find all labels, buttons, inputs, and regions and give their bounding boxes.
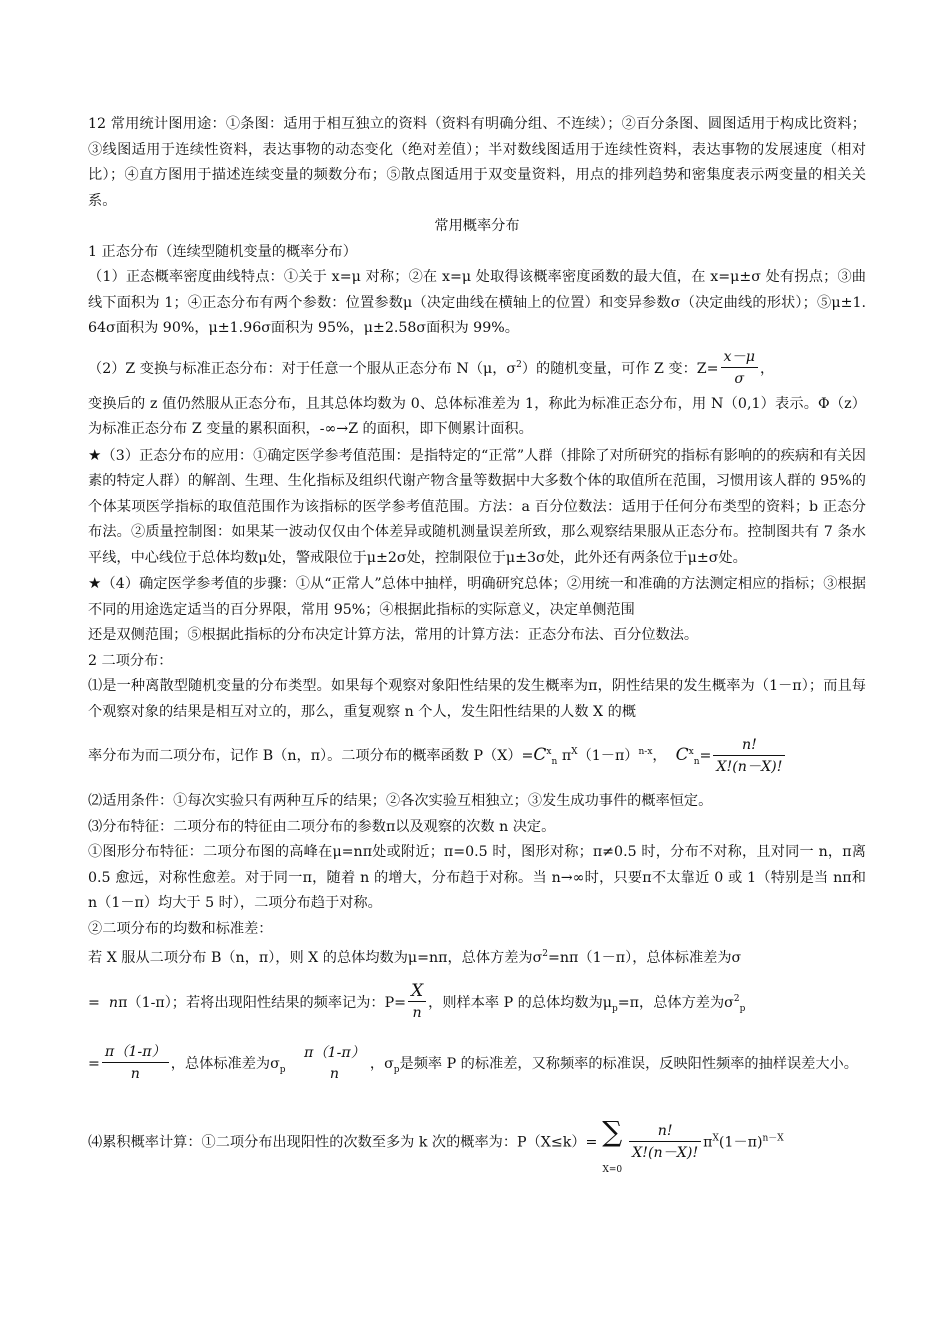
- heading-normal-distribution: 1 正态分布（连续型随机变量的概率分布）: [88, 243, 357, 260]
- subscript: n: [551, 757, 558, 767]
- text: =π，总体方差为σ: [617, 994, 734, 1011]
- document-page: [88, 112, 866, 1181]
- text: π: [561, 748, 572, 764]
- paragraph-binomial-mean: [88, 942, 866, 972]
- combination-symbol: C: [533, 745, 547, 765]
- text: =: [699, 748, 712, 764]
- paragraph-binomial-mean-sd-heading: ②二项分布的均数和标准差：: [88, 920, 273, 937]
- binomial-coefficient-fraction: [713, 735, 785, 778]
- paragraph-z-transform-cont: 变换后的 z 值仍然服从正态分布，且其总体均数为 0、总体标准差为 1，称此为标准正态分布，用 N（0,1）表示。Φ（z）为标准正态分布 Z 变量的累积面积，-∞→Z 的面积，即下侧累计面积。: [88, 395, 866, 437]
- frequency-fraction: [408, 981, 426, 1024]
- numerator: π（1-π）: [102, 1042, 169, 1063]
- paragraph-chart-uses: 12 常用统计图用途：①条图：适用于相互独立的资料（资料有明确分组、不连续）；②百分条图、圆图适用于构成比资料；③线图适用于连续性资料，表达事物的动态变化（绝对差值）；半对数线图适用于连续性资料，表达事物的发展速度（相对比）；④直方图用于描述连续变量的频数分布；⑤散点图适用于双变量资料，用点的排列趋势和密集度表示两变量的相关关系。: [88, 116, 866, 209]
- paragraph-cumulative-probability: [88, 1104, 866, 1181]
- text: =: [88, 1055, 100, 1072]
- superscript: n-x: [638, 747, 653, 757]
- paragraph-sample-variance: [88, 1036, 866, 1098]
- paragraph-binomial-def: ⑴是一种离散型随机变量的分布类型。如果每个观察对象阳性结果的发生概率为π，阴性结果的发生概率为（1－π）；而且每个观察对象的结果是相互对立的，那么，重复观察 n 个人，发生阳性结果的人数 X 的概: [88, 678, 866, 720]
- paragraph-reference-steps: [88, 571, 866, 623]
- superscript: x: [688, 747, 694, 757]
- text: 是频率 P 的标准差，又称频率的标准误，反映阳性频率的抽样误差大小。: [399, 1055, 858, 1072]
- paragraph-binomial-formula: [88, 725, 866, 789]
- text: n: [108, 994, 119, 1011]
- text: =: [88, 994, 100, 1011]
- section-title: 常用概率分布: [434, 218, 520, 234]
- star-icon: ★: [88, 574, 102, 592]
- superscript: 2: [733, 993, 740, 1004]
- text: 若 X 服从二项分布 B（n，π），则 X 的总体均数为μ=nπ，总体方差为σ: [88, 950, 543, 966]
- heading-binomial: 2 二项分布：: [88, 652, 173, 669]
- superscript: n－X: [762, 1133, 784, 1143]
- text: π: [703, 1134, 713, 1150]
- text: ⑷累积概率计算：①二项分布出现阳性的次数至多为 k 次的概率为：P（X≤k）=: [88, 1134, 598, 1150]
- numerator: n!: [713, 735, 785, 756]
- denominator: n: [412, 1005, 422, 1021]
- text: ）的随机变量，可作 Z 变：Z=: [521, 360, 719, 377]
- superscript: 2: [516, 359, 522, 370]
- numerator: x－μ: [721, 347, 758, 368]
- text: ，: [652, 748, 667, 764]
- superscript: x: [546, 747, 552, 757]
- paragraph-binomial-conditions: ⑵适用条件：①每次实验只有两种互斥的结果；②各次实验互相独立；③发生成功事件的概率恒定。: [88, 793, 713, 809]
- text: （4）确定医学参考值的步骤：①从“正常人”总体中抽样，明确研究总体；②用统一和准确的方法测定相应的指标；③根据不同的用途选定适当的百分界限，常用 95%；④根据此指标的实际意义，决定单侧范围: [88, 576, 866, 618]
- z-formula-fraction: [721, 347, 758, 390]
- superscript: X: [571, 747, 578, 757]
- text: =nπ（1－π），总体标准差为σ: [548, 950, 742, 966]
- sum-symbol: ∑: [602, 1114, 623, 1148]
- superscript: X: [712, 1133, 719, 1143]
- numerator: π（1-π）: [304, 1044, 365, 1061]
- text: ，σ: [369, 1055, 394, 1072]
- paragraph-z-transform: [88, 342, 866, 392]
- text: ，则样本率 P 的总体均数为μ: [428, 994, 613, 1011]
- sum-lower-limit: X=0: [602, 1164, 623, 1175]
- subscript: n: [693, 757, 700, 767]
- combination-symbol: C: [675, 745, 689, 765]
- text: π（1-π）；若将出现阳性结果的频率记为：P=: [118, 994, 407, 1011]
- denominator: X!(n－X)!: [716, 758, 783, 775]
- text: ，: [759, 360, 775, 377]
- subscript: p: [279, 1064, 286, 1075]
- paragraph-normal-applications: [88, 443, 866, 572]
- denominator: n: [130, 1066, 140, 1082]
- summation: [599, 1104, 625, 1181]
- superscript: 2: [542, 949, 549, 959]
- sd-fraction: [301, 1043, 368, 1085]
- paragraph-binomial-features: ⑶分布特征：二项分布的特征由二项分布的参数π以及观察的次数 n 决定。: [88, 818, 556, 835]
- subscript: p: [612, 1003, 618, 1014]
- text: （3）正态分布的应用：①确定医学参考值范围：是指特定的“正常”人群（排除了对所研究的指标有影响的的疾病和有关因素的特定人群）的解剖、生理、生化指标及组织代谢产物含量等数据中大多数个体的取值所在范围，习惯用该人群的 95%的个体某项医学指标的取值范围作为该指标的医学参考值范围。方法：a 百分位数法：适用于任何分布类型的资料；b 正态分布法。②质量控制图：如果某一波动仅仅由个体差异或随机测量误差所致，那么观察结果服从正态分布。控制图共有 7 条水平线，中心线位于总体均数μ处，警戒限位于μ±2σ处，控制限位于μ±3σ处，此外还有两条位于μ±σ处。: [88, 447, 866, 566]
- numerator: X: [408, 981, 426, 1002]
- text: (1－π): [718, 1134, 763, 1150]
- denominator: X!(n－X)!: [632, 1144, 699, 1161]
- text: （2）Z 变换与标准正态分布：对于任意一个服从正态分布 N（μ，σ: [88, 360, 517, 377]
- numerator: n!: [629, 1121, 701, 1142]
- text: ，总体标准差为σ: [170, 1055, 280, 1072]
- denominator: σ: [734, 371, 745, 387]
- subscript: p: [739, 1003, 746, 1014]
- star-icon: ★: [88, 445, 102, 464]
- denominator: n: [329, 1065, 340, 1082]
- paragraph-normal-curve: （1）正态概率密度曲线特点：①关于 x=μ 对称；②在 x=μ 处取得该概率密度函数的最大值，在 x=μ±σ 处有拐点；③曲线下面积为 1；④正态分布有两个参数：位置参数μ（决定曲线在横轴上的位置）和变异参数σ（决定曲线的形状）；⑤μ±1.64σ面积为 90%，μ±1.96σ面积为 95%，μ±2.58σ面积为 99%。: [88, 269, 866, 336]
- paragraph-binomial-shape: ①图形分布特征：二项分布图的高峰在μ=nπ处或附近；π=0.5 时，图形对称；π≠0.5 时，分布不对称，且对同一 n，π离 0.5 愈远，对称性愈差。对于同一π，随着 n 的增大，分布趋于对称。当 n→∞时，只要π不太靠近 0 或 1（特别是当 nπ和 n（1－π）均大于 5 时），二项分布趋于对称。: [88, 844, 866, 911]
- subscript: p: [393, 1064, 400, 1075]
- variance-fraction: [102, 1042, 169, 1085]
- cumulative-fraction: [629, 1121, 701, 1164]
- paragraph-sample-rate: [88, 972, 866, 1036]
- paragraph-reference-steps-cont: 还是双侧范围；⑤根据此指标的分布决定计算方法，常用的计算方法：正态分布法、百分位数法。: [88, 627, 699, 643]
- text: 率分布为而二项分布，记作 B（n，π）。二项分布的概率函数 P（X）=: [88, 748, 534, 764]
- text: （1－π）: [577, 748, 639, 764]
